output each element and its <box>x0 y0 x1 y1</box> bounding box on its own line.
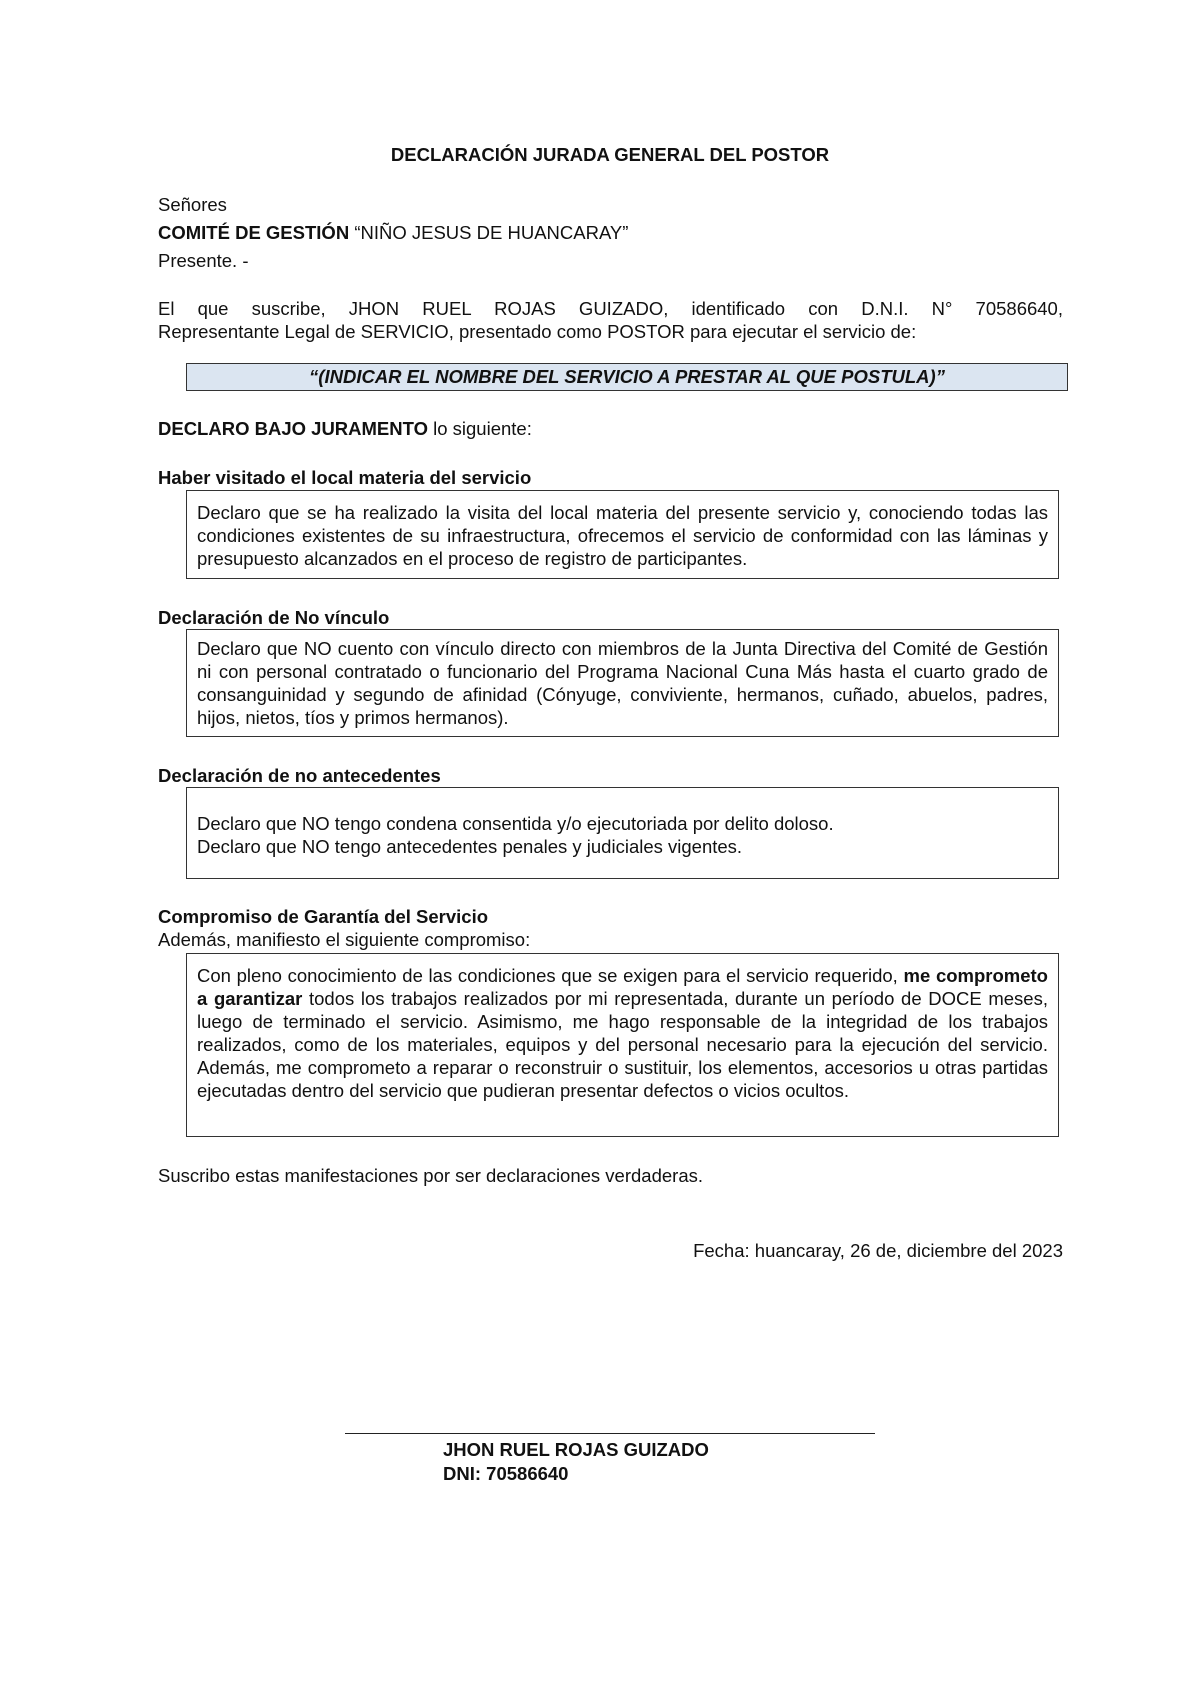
section-heading-visita: Haber visitado el local materia del servicio <box>158 467 532 488</box>
date-line: Fecha: huancaray, 26 de, diciembre del 2023 <box>693 1240 1063 1261</box>
declaro-bold: DECLARO BAJO JURAMENTO <box>158 418 428 439</box>
committee-line <box>158 221 628 244</box>
section-box-antecedentes <box>186 787 1059 879</box>
garantia-text-start: Con pleno conocimiento de las condiciones que se exigen para el servicio requerido, <box>197 965 904 986</box>
section-box-no-vinculo <box>186 629 1059 737</box>
service-name-box: “(INDICAR EL NOMBRE DEL SERVICIO A PRESTAR AL QUE POSTULA)” <box>186 363 1068 391</box>
signer-dni: DNI: 70586640 <box>443 1463 569 1484</box>
presente-text: Presente. - <box>158 250 249 271</box>
section-text-no-vinculo: Declaro que NO cuento con vínculo directo con miembros de la Junta Directiva del Comité de Gestión ni con personal contratado o funcionario del Programa Nacional Cuna Más hasta el cuarto grado de consanguinidad y segundo de afinidad (Cónyuge, conviviente, hermanos, cuñado, abuelos, padres, hijos, nietos, tíos y primos hermanos). <box>197 638 1048 728</box>
section-heading-antecedentes: Declaración de no antecedentes <box>158 765 441 786</box>
committee-name: “NIÑO JESUS DE HUANCARAY” <box>354 222 629 243</box>
section-line-antecedentes: Declaro que NO tengo antecedentes penales y judiciales vigentes. <box>197 836 743 857</box>
section-box-garantia <box>186 953 1059 1137</box>
section-box-visita <box>186 490 1059 579</box>
section-subheading-garantia: Además, manifiesto el siguiente compromiso: <box>158 929 531 950</box>
garantia-text-bold: me comprometo a garantizar <box>197 965 1048 1009</box>
section-heading-no-vinculo: Declaración de No vínculo <box>158 607 390 628</box>
intro-line-1: El que suscribe, JHON RUEL ROJAS GUIZADO, identificado con D.N.I. N° 70586640, <box>158 298 1063 319</box>
declaro-line <box>158 417 532 440</box>
section-text-visita: Declaro que se ha realizado la visita del local materia del presente servicio y, conociendo todas las condiciones existentes de su infraestructura, ofrecemos el servicio de conformidad con las láminas y presupuesto alcanzados en el proceso de registro de participantes. <box>197 502 1048 569</box>
salutation: Señores <box>158 194 227 215</box>
declaro-rest: lo siguiente: <box>427 418 532 439</box>
closing-statement: Suscribo estas manifestaciones por ser declaraciones verdaderas. <box>158 1165 704 1186</box>
section-heading-garantia: Compromiso de Garantía del Servicio <box>158 906 489 927</box>
intro-line-2: Representante Legal de SERVICIO, presentado como POSTOR para ejecutar el servicio de: <box>158 321 917 342</box>
section-line-condena: Declaro que NO tengo condena consentida y/o ejecutoriada por delito doloso. <box>197 813 834 834</box>
signature-line <box>345 1433 875 1434</box>
document-title: DECLARACIÓN JURADA GENERAL DEL POSTOR <box>390 144 830 165</box>
committee-prefix: COMITÉ DE GESTIÓN <box>158 222 350 243</box>
garantia-text-end: todos los trabajos realizados por mi representada, durante un período de DOCE meses, luego de terminado el servicio. Asimismo, me hago responsable de la integridad de los trabajos realizados, como de los materiales, equipos y del personal necesario para la ejecución del servicio. Además, me comprometo a reparar o reconstruir o sustituir, los elementos, accesorios u otras partidas ejecutadas dentro del servicio que pudieran presentar defectos o vicios ocultos. <box>197 988 1048 1101</box>
signer-name: JHON RUEL ROJAS GUIZADO <box>443 1439 709 1460</box>
section-text-garantia <box>197 964 1048 1102</box>
